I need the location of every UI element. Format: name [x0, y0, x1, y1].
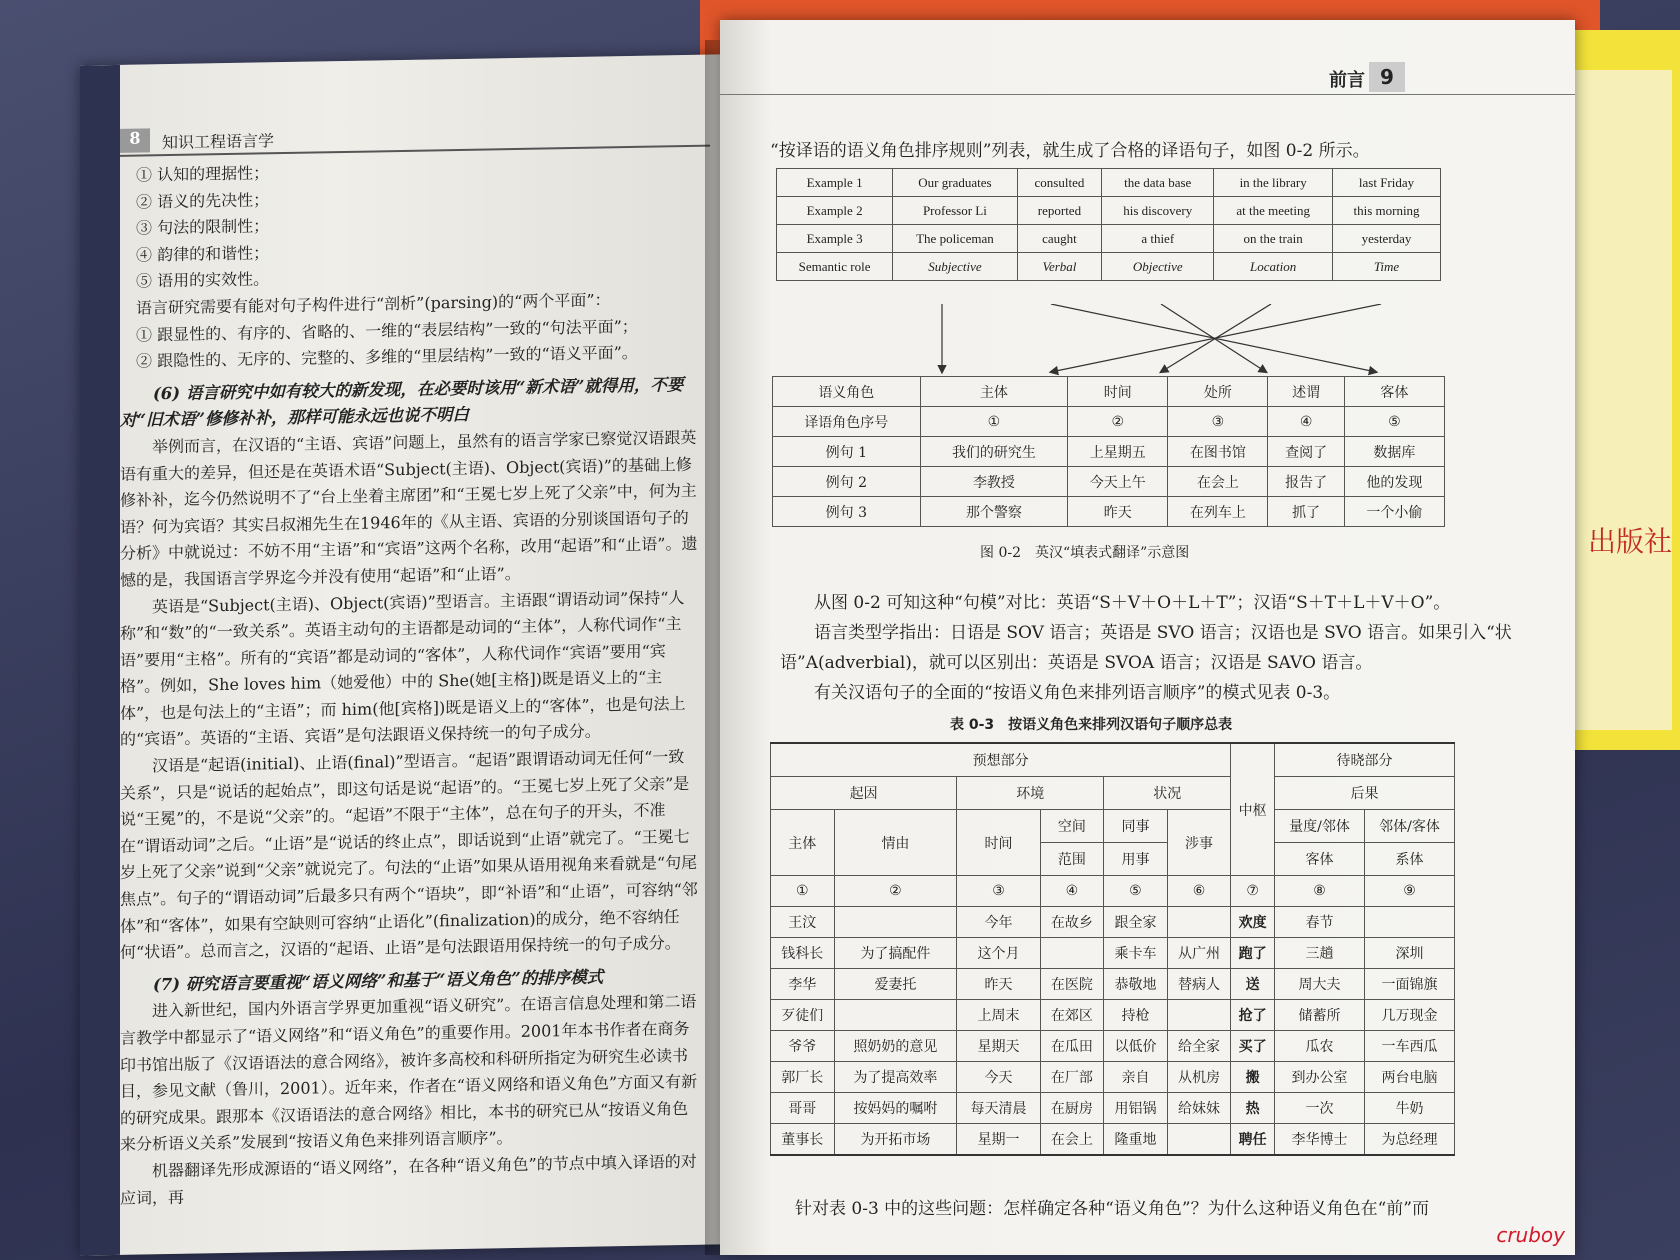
table-cell: 恭敬地 [1104, 969, 1168, 1000]
table-row [771, 810, 1455, 843]
table-cell: 例句 3 [773, 497, 921, 527]
table-cell: caught [1017, 225, 1102, 253]
table-cell: 我们的研究生 [920, 437, 1068, 467]
table-cell: ⑤ [1104, 876, 1168, 907]
table-cell: 在故乡 [1040, 907, 1104, 938]
watermark: cruboy [1496, 1223, 1565, 1247]
table-cell: 时间 [1068, 377, 1168, 407]
table-cell: 在瓜田 [1040, 1031, 1104, 1062]
table-row [777, 253, 1441, 281]
table-header: 起因 [771, 777, 957, 810]
table-cell: 处所 [1168, 377, 1268, 407]
table-cell: 译语角色序号 [773, 407, 921, 437]
table-cell: ③ [957, 876, 1040, 907]
table-cell: 在图书馆 [1168, 437, 1268, 467]
table-row [771, 969, 1455, 1000]
table-cell: his discovery [1102, 197, 1214, 225]
table-cell: Example 1 [777, 169, 893, 197]
table-cell: ⑦ [1231, 876, 1275, 907]
table-cell: last Friday [1333, 169, 1441, 197]
table-cell: 在列车上 [1168, 497, 1268, 527]
table-cell: 抢了 [1231, 1000, 1275, 1031]
table-cell: 从广州 [1167, 938, 1231, 969]
table-cell: 例句 2 [773, 467, 921, 497]
list-item: ① 跟显性的、有序的、省略的、一维的“表层结构”一致的“句法平面”； [136, 316, 638, 345]
table-header: 后果 [1275, 777, 1455, 810]
table-cell: 语义角色 [773, 377, 921, 407]
table-cell: 一次 [1275, 1093, 1365, 1124]
table-cell: 春节 [1275, 907, 1365, 938]
table-cell: 在厨房 [1040, 1093, 1104, 1124]
table-cell: 按妈妈的嘱咐 [834, 1093, 957, 1124]
table-cell: 这个月 [957, 938, 1040, 969]
intro-line: “按译语的语义角色排序规则”列表，就生成了合格的译语句子，如图 0-2 所示。 [770, 141, 1370, 161]
table-cell: at the meeting [1214, 197, 1333, 225]
table-cell: 他的发现 [1344, 467, 1444, 497]
table-header: 主体 [771, 810, 835, 876]
section-6-title: (6) 语言研究中如有较大的新发现，在必要时该用“新术语”就得用，不要对“旧术语”修修补补，那样可能永远也说不明白 [120, 374, 684, 431]
table-cell: ⑨ [1364, 876, 1454, 907]
table-cell: 热 [1231, 1093, 1275, 1124]
table-row [771, 777, 1455, 810]
table-cell: 为总经理 [1364, 1124, 1454, 1156]
table-cell: 星期一 [957, 1124, 1040, 1156]
table-cell: 照奶奶的意见 [834, 1031, 957, 1062]
paragraph: 从图 0-2 可知这种“句模”对比：英语“S＋V＋O＋L＋T”；汉语“S＋T＋L＋V＋O”。 [814, 593, 1451, 613]
table-row [777, 225, 1441, 253]
table-cell: a thief [1102, 225, 1214, 253]
table-header: 系体 [1364, 843, 1454, 876]
table-cell: ③ [1168, 407, 1268, 437]
table-cell: this morning [1333, 197, 1441, 225]
table-cell: 今年 [957, 907, 1040, 938]
table-cell: 牛奶 [1364, 1093, 1454, 1124]
table-cell: 抓了 [1268, 497, 1344, 527]
table-cell: 为开拓市场 [834, 1124, 957, 1156]
table-row [771, 1124, 1455, 1156]
table-row [771, 1000, 1455, 1031]
table-cell: 乘卡车 [1104, 938, 1168, 969]
table-row [773, 437, 1445, 467]
list-item: ⑤ 语用的实效性。 [136, 269, 270, 291]
table-cell [834, 1000, 957, 1031]
table-cell: 歹徒们 [771, 1000, 835, 1031]
table-row [773, 407, 1445, 437]
table-cell: 为了提高效率 [834, 1062, 957, 1093]
table-cell: 一面锦旗 [1364, 969, 1454, 1000]
table-cell: 瓜农 [1275, 1031, 1365, 1062]
table-cell: 每天清晨 [957, 1093, 1040, 1124]
table-cell: 用铝锅 [1104, 1093, 1168, 1124]
table-cell: 主体 [920, 377, 1068, 407]
table-cell: 跟全家 [1104, 907, 1168, 938]
table-cell: ② [1068, 407, 1168, 437]
table-header: 量度/邻体 [1275, 810, 1365, 843]
right-page-number: 9 [1369, 62, 1405, 92]
right-page-title: 前言 [1329, 70, 1365, 91]
table-row [771, 907, 1455, 938]
left-page-number: 8 [120, 128, 150, 153]
list-item: ② 语义的先决性； [136, 189, 270, 212]
table-cell: 客体 [1344, 377, 1444, 407]
table-cell: Example 2 [777, 197, 893, 225]
list-item: ④ 韵律的和谐性； [136, 243, 270, 265]
table-cell: 例句 1 [773, 437, 921, 467]
table-header: 中枢 [1231, 743, 1275, 876]
table-cell: 跑了 [1231, 938, 1275, 969]
table-cell: 在医院 [1040, 969, 1104, 1000]
table-cell: 李教授 [920, 467, 1068, 497]
table-cell: 爱妻托 [834, 969, 957, 1000]
table-cell: ④ [1268, 407, 1344, 437]
table-cell: ④ [1040, 876, 1104, 907]
table-row [773, 467, 1445, 497]
table-row [771, 1031, 1455, 1062]
table-cell: 上周末 [957, 1000, 1040, 1031]
table-cell: 送 [1231, 969, 1275, 1000]
table-cell: ① [771, 876, 835, 907]
table-header: 空间 [1040, 810, 1104, 843]
table-cell: 聘任 [1231, 1124, 1275, 1156]
table-cell: 从机房 [1167, 1062, 1231, 1093]
table-cell: reported [1017, 197, 1102, 225]
paragraph: 英语是“Subject(主语)、Object(宾语)”型语言。主语跟“谓语动词”保持“人称”和“数”的“一致关系”。英语主动句的主语都是动词的“主体”，人称代词作“主语”要用“主格”。所有的“宾语”都是动词的“客体”，人称代词作“宾语”要用“宾格”。例如，She loves him（她爱他）中的 She(她[主格])既是语义上的“主体”，也是句法上的“主语”；而 him(他[宾格])既是语义上的“客体”，也是句法上的“宾语”。英语的“主语、宾语”是句法跟语义保持统一的句子成分。 [120, 587, 686, 750]
tail-line: 针对表 0-3 中的这些问题：怎样确定各种“语义角色”？为什么这种语义角色在“前”而 [795, 1199, 1429, 1219]
table-cell: 李华博士 [1275, 1124, 1365, 1156]
paragraph: 举例而言，在汉语的“主语、宾语”问题上，虽然有的语言学家已察觉汉语跟英语有重大的差异，但还是在英语术语“Subject(主语)、Object(宾语)”的基础上修修补补，迄今仍然说明不了“台上坐着主席团”和“王冕七岁上死了父亲”中，何为主语？何为宾语？其实吕叔湘先生在1946年的《从主语、宾语的分别谈国语句子的分析》中就说过：不妨不用“主语”和“宾语”这两个名称，改用“起语”和“止语”。遗憾的是，我国语言学界迄今并没有使用“起语”和“止语”。 [120, 427, 698, 590]
table-cell: 王汶 [771, 907, 835, 938]
table-row [777, 197, 1441, 225]
table-cell: 郭厂长 [771, 1062, 835, 1093]
table-cell: Example 3 [777, 225, 893, 253]
paragraph: 进入新世纪，国内外语言学界更加重视“语义研究”。在语言信息处理和第二语言教学中都显示了“语义网络”和“语义角色”的重要作用。2001年本书作者在商务印书馆出版了《汉语语法的意合网络》，被许多高校和科研所指定为研究生必读书目，参见文献（鲁川，2001）。近年来，作者在“语义网络和语义角色”方面又有新的研究成果。跟那本《汉语语法的意合网络》相比，本书的研究已从“按语义角色来分析语义关系”发展到“按语义角色来排列语言顺序”。 [120, 992, 698, 1155]
book-title: 知识工程语言学 [162, 131, 275, 153]
table-cell: 一车西瓜 [1364, 1031, 1454, 1062]
table-cell: 在厂部 [1040, 1062, 1104, 1093]
table-cell: 哥哥 [771, 1093, 835, 1124]
table-cell: yesterday [1333, 225, 1441, 253]
table-header: 同事 [1104, 810, 1168, 843]
table-cell: 数据库 [1344, 437, 1444, 467]
paragraph: 汉语是“起语(initial)、止语(final)”型语言。“起语”跟谓语动词无任何“一致关系”，只是“说话的起始点”，即这句话是说“起语”的。“王冕七岁上死了父亲”是说“王冕”的，不是说“父亲”的。“起语”不限于“主体”，总在句子的开头，不准在“谓语动词”之后。“止语”是“说话的终止点”，即话说到“止语”就完了。“王冕七岁上死了父亲”说到“父亲”就说完了。句法的“止语”如果从语用视角来看就是“句尾焦点”。句子的“谓语动词”后最多只有两个“语块”，即“补语”和“止语”，可容纳“邻体”和“客体”，如果有空缺则可容纳“止语化”(finalization)的成分，绝不容纳任何“状语”。总而言之，汉语的“起语、止语”是句法跟语用保持统一的句子成分。 [120, 747, 698, 963]
table-cell: ⑥ [1167, 876, 1231, 907]
table-cell: 到办公室 [1275, 1062, 1365, 1093]
table-row [771, 938, 1455, 969]
table-cell: Verbal [1017, 253, 1102, 281]
table-cell [1167, 1124, 1231, 1156]
table-cell: 今天上午 [1068, 467, 1168, 497]
table-cell: 星期天 [957, 1031, 1040, 1062]
table-cell: Semantic role [777, 253, 893, 281]
figure-caption: 图 0-2 英汉“填表式翻译”示意图 [980, 545, 1190, 561]
table-cell: 在郊区 [1040, 1000, 1104, 1031]
table-cell: 持枪 [1104, 1000, 1168, 1031]
table-row [773, 377, 1445, 407]
left-page [80, 54, 720, 1255]
table-cell: Objective [1102, 253, 1214, 281]
table-cell: 一个小偷 [1344, 497, 1444, 527]
table-cell: 昨天 [1068, 497, 1168, 527]
order-table [770, 742, 1455, 1156]
table-row [771, 743, 1455, 777]
table-cell: consulted [1017, 169, 1102, 197]
table-cell: the data base [1102, 169, 1214, 197]
table-row [773, 497, 1445, 527]
table-cell: Subjective [893, 253, 1017, 281]
table-row [771, 1062, 1455, 1093]
table-header: 状况 [1104, 777, 1231, 810]
yellow-book [1560, 30, 1680, 750]
table-cell: 今天 [957, 1062, 1040, 1093]
table-cell: ⑤ [1344, 407, 1444, 437]
table-cell: 几万现金 [1364, 1000, 1454, 1031]
table-header: 范围 [1040, 843, 1104, 876]
table-cell: 欢度 [1231, 907, 1275, 938]
table-row [771, 876, 1455, 907]
table-header: 时间 [957, 810, 1040, 876]
table-header: 涉事 [1167, 810, 1231, 876]
table-header: 客体 [1275, 843, 1365, 876]
table-header: 环境 [957, 777, 1104, 810]
table-cell: 那个警察 [920, 497, 1068, 527]
table-header: 预想部分 [771, 743, 1231, 777]
table-cell: Our graduates [893, 169, 1017, 197]
table-cell: 述谓 [1268, 377, 1344, 407]
publisher-fragment: 出版社 [1588, 525, 1673, 558]
table-cell: 替病人 [1167, 969, 1231, 1000]
table-cell [1364, 907, 1454, 938]
paragraph: 有关汉语句子的全面的“按语义角色来排列语言顺序”的模式见表 0-3。 [814, 683, 1341, 703]
table-cell: 李华 [771, 969, 835, 1000]
list-item: ① 认知的理据性； [136, 163, 270, 185]
table-cell: 为了搞配件 [834, 938, 957, 969]
table-caption: 表 0-3 按语义角色来排列汉语句子顺序总表 [950, 717, 1233, 733]
order-table-body [771, 907, 1455, 1156]
table-cell: 深圳 [1364, 938, 1454, 969]
table-cell: 亲自 [1104, 1062, 1168, 1093]
table-cell [834, 907, 957, 938]
english-table [776, 168, 1441, 281]
table-cell: ① [920, 407, 1068, 437]
table-cell: 报告了 [1268, 467, 1344, 497]
table-cell: ⑧ [1275, 876, 1365, 907]
table-cell: Professor Li [893, 197, 1017, 225]
table-cell: 以低价 [1104, 1031, 1168, 1062]
table-cell: ② [834, 876, 957, 907]
table-cell: on the train [1214, 225, 1333, 253]
chinese-table [772, 376, 1445, 527]
table-header: 用事 [1104, 843, 1168, 876]
table-cell: The policeman [893, 225, 1017, 253]
right-page [720, 20, 1575, 1255]
table-cell: 给妹妹 [1167, 1093, 1231, 1124]
section-7-title: (7) 研究语言要重视“语义网络”和基于“语义角色”的排序模式 [153, 967, 604, 995]
table-cell: 隆重地 [1104, 1124, 1168, 1156]
table-cell: 三趟 [1275, 938, 1365, 969]
table-cell: 买了 [1231, 1031, 1275, 1062]
table-cell: Time [1333, 253, 1441, 281]
paragraph: 语言类型学指出：日语是 SOV 语言；英语是 SVO 语言；汉语也是 SVO 语言。如果引入“状语”A(adverbial)，就可以区别出：英语是 SVOA 语言；汉语是 SAVO 语言。 [780, 623, 1512, 673]
table-cell: 给全家 [1167, 1031, 1231, 1062]
table-cell: 搬 [1231, 1062, 1275, 1093]
left-page-body [120, 153, 700, 1212]
table-cell: 爷爷 [771, 1031, 835, 1062]
right-page-text [780, 588, 1515, 708]
right-page-header [720, 60, 1575, 95]
table-cell: 周大夫 [1275, 969, 1365, 1000]
table-cell: 昨天 [957, 969, 1040, 1000]
table-row [777, 169, 1441, 197]
list-item: ③ 句法的限制性； [136, 216, 270, 238]
list-item: ② 跟隐性的、无序的、完整的、多维的“里层结构”一致的“语义平面”。 [136, 343, 638, 371]
table-header: 待晓部分 [1275, 743, 1455, 777]
table-cell: in the library [1214, 169, 1333, 197]
table-cell: 查阅了 [1268, 437, 1344, 467]
paragraph: 机器翻译先形成源语的“语义网络”，在各种“语义角色”的节点中填入译语的对应词，再 [120, 1151, 697, 1208]
table-cell: 在会上 [1040, 1124, 1104, 1156]
paragraph: 语言研究需要有能对句子构件进行“剖析”(parsing)的“两个平面”： [136, 290, 611, 318]
table-cell: 储蓄所 [1275, 1000, 1365, 1031]
table-cell: Location [1214, 253, 1333, 281]
table-header: 情由 [834, 810, 957, 876]
left-page-header [120, 117, 710, 157]
table-cell: 在会上 [1168, 467, 1268, 497]
table-cell: 董事长 [771, 1124, 835, 1156]
mapping-arrows [776, 304, 1441, 376]
table-cell [1167, 1000, 1231, 1031]
table-row [771, 1093, 1455, 1124]
table-cell [1040, 938, 1104, 969]
table-cell: 两台电脑 [1364, 1062, 1454, 1093]
table-cell: 钱科长 [771, 938, 835, 969]
table-header: 邻体/客体 [1364, 810, 1454, 843]
table-cell [1167, 907, 1231, 938]
left-page-band [80, 65, 120, 1256]
table-cell: 上星期五 [1068, 437, 1168, 467]
